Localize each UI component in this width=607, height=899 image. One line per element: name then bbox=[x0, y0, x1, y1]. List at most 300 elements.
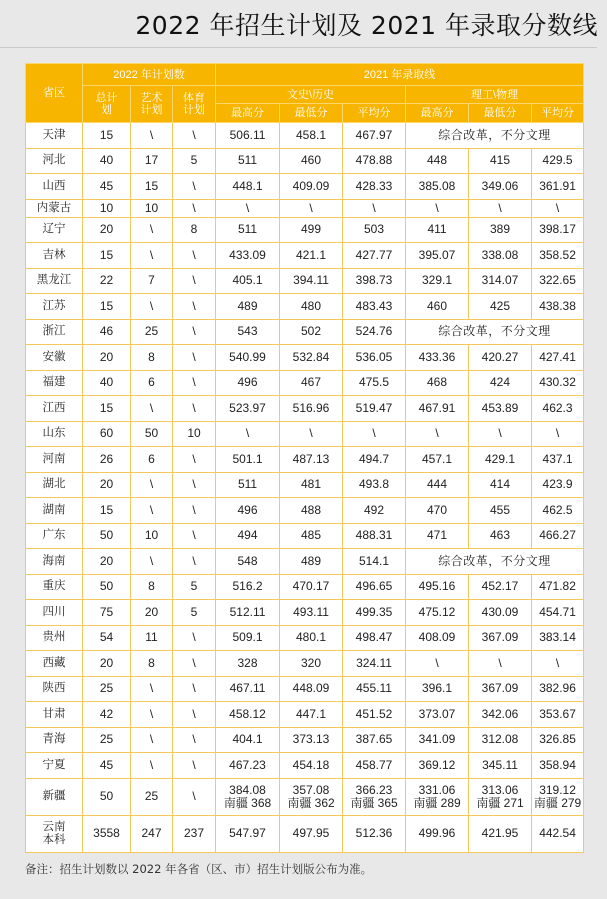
cell-plan-sport: \ bbox=[173, 319, 216, 345]
cell-liberal-avg: 499.35 bbox=[343, 600, 406, 626]
cell-plan-sport: \ bbox=[173, 498, 216, 524]
cell-province: 西藏 bbox=[26, 651, 83, 677]
table-row bbox=[26, 549, 584, 575]
cell-science-max: 499.96 bbox=[406, 815, 469, 852]
cell-science-min: 414 bbox=[469, 472, 532, 498]
cell-science-min: 367.09 bbox=[469, 625, 532, 651]
cell-plan-total: 20 bbox=[83, 345, 131, 371]
table-row bbox=[26, 396, 584, 422]
cell-liberal-min: \ bbox=[280, 199, 343, 217]
cell-liberal-max: 511 bbox=[216, 148, 280, 174]
cell-liberal-min: 516.96 bbox=[280, 396, 343, 422]
cell-science-max: 329.1 bbox=[406, 268, 469, 294]
cell-liberal-min: 357.08 南疆 362 bbox=[280, 778, 343, 815]
cell-science-max: 331.06 南疆 289 bbox=[406, 778, 469, 815]
cell-liberal-avg: 496.65 bbox=[343, 574, 406, 600]
cell-science-min: 429.1 bbox=[469, 447, 532, 473]
cell-science-avg: 442.54 bbox=[532, 815, 584, 852]
cell-plan-art: 15 bbox=[131, 174, 173, 200]
cell-plan-total: 20 bbox=[83, 549, 131, 575]
cell-plan-art: 10 bbox=[131, 199, 173, 217]
cell-plan-total: 26 bbox=[83, 447, 131, 473]
cell-plan-sport: \ bbox=[173, 472, 216, 498]
cell-province: 湖南 bbox=[26, 498, 83, 524]
admission-table bbox=[25, 63, 584, 853]
cell-science-min: 349.06 bbox=[469, 174, 532, 200]
header-science-min: 最低分 bbox=[469, 104, 532, 123]
cell-province: 新疆 bbox=[26, 778, 83, 815]
cell-province: 广东 bbox=[26, 523, 83, 549]
cell-science-max: 341.09 bbox=[406, 727, 469, 753]
cell-plan-total: 25 bbox=[83, 676, 131, 702]
cell-plan-sport: \ bbox=[173, 268, 216, 294]
cell-science-min: 314.07 bbox=[469, 268, 532, 294]
table-row bbox=[26, 319, 584, 345]
cell-liberal-avg: 512.36 bbox=[343, 815, 406, 852]
table-row bbox=[26, 243, 584, 269]
cell-plan-art: 8 bbox=[131, 345, 173, 371]
cell-province: 内蒙古 bbox=[26, 199, 83, 217]
cell-science-min: 425 bbox=[469, 294, 532, 320]
cell-science-avg: 423.9 bbox=[532, 472, 584, 498]
cell-liberal-avg: 387.65 bbox=[343, 727, 406, 753]
cell-province: 黑龙江 bbox=[26, 268, 83, 294]
cell-province: 宁夏 bbox=[26, 753, 83, 779]
cell-liberal-min: 497.95 bbox=[280, 815, 343, 852]
cell-liberal-max: 405.1 bbox=[216, 268, 280, 294]
cell-plan-total: 42 bbox=[83, 702, 131, 728]
header-science: 理工\物理 bbox=[406, 86, 584, 104]
header-science-max: 最高分 bbox=[406, 104, 469, 123]
cell-plan-sport: \ bbox=[173, 370, 216, 396]
cell-science-avg: 382.96 bbox=[532, 676, 584, 702]
table-row bbox=[26, 217, 584, 243]
cell-liberal-min: 480.1 bbox=[280, 625, 343, 651]
cell-liberal-avg: 451.52 bbox=[343, 702, 406, 728]
table-row bbox=[26, 370, 584, 396]
cell-liberal-min: 485 bbox=[280, 523, 343, 549]
header-liberal-min: 最低分 bbox=[280, 104, 343, 123]
cell-science-avg: 383.14 bbox=[532, 625, 584, 651]
cell-liberal-avg: 498.47 bbox=[343, 625, 406, 651]
cell-science-max: 460 bbox=[406, 294, 469, 320]
cell-plan-art: \ bbox=[131, 294, 173, 320]
cell-liberal-avg: 458.77 bbox=[343, 753, 406, 779]
cell-liberal-max: 404.1 bbox=[216, 727, 280, 753]
cell-science-min: 338.08 bbox=[469, 243, 532, 269]
cell-liberal-avg: 475.5 bbox=[343, 370, 406, 396]
cell-liberal-max: 433.09 bbox=[216, 243, 280, 269]
cell-science-min: \ bbox=[469, 199, 532, 217]
cell-plan-sport: \ bbox=[173, 778, 216, 815]
cell-plan-total: 50 bbox=[83, 523, 131, 549]
cell-liberal-avg: 467.97 bbox=[343, 123, 406, 149]
cell-merged-note: 综合改革，不分文理 bbox=[406, 123, 584, 149]
cell-province: 河南 bbox=[26, 447, 83, 473]
cell-science-avg: 454.71 bbox=[532, 600, 584, 626]
cell-science-min: \ bbox=[469, 651, 532, 677]
cell-liberal-min: 480 bbox=[280, 294, 343, 320]
cell-liberal-max: 548 bbox=[216, 549, 280, 575]
cell-liberal-max: 501.1 bbox=[216, 447, 280, 473]
cell-plan-sport: \ bbox=[173, 243, 216, 269]
cell-science-min: 415 bbox=[469, 148, 532, 174]
header-plan-art: 艺术 计划 bbox=[131, 86, 173, 123]
table-row bbox=[26, 676, 584, 702]
cell-liberal-min: 499 bbox=[280, 217, 343, 243]
cell-liberal-min: 394.11 bbox=[280, 268, 343, 294]
cell-liberal-avg: 398.73 bbox=[343, 268, 406, 294]
cell-plan-art: \ bbox=[131, 498, 173, 524]
table-row bbox=[26, 625, 584, 651]
cell-plan-total: 25 bbox=[83, 727, 131, 753]
cell-liberal-avg: 519.47 bbox=[343, 396, 406, 422]
cell-plan-sport: 5 bbox=[173, 600, 216, 626]
cell-liberal-avg: 483.43 bbox=[343, 294, 406, 320]
cell-province: 青海 bbox=[26, 727, 83, 753]
cell-science-max: 369.12 bbox=[406, 753, 469, 779]
cell-province: 重庆 bbox=[26, 574, 83, 600]
cell-liberal-avg: \ bbox=[343, 199, 406, 217]
cell-plan-art: \ bbox=[131, 676, 173, 702]
cell-liberal-min: 470.17 bbox=[280, 574, 343, 600]
cell-plan-sport: 5 bbox=[173, 148, 216, 174]
cell-science-max: 467.91 bbox=[406, 396, 469, 422]
header-plan-group: 2022 年计划数 bbox=[83, 64, 216, 86]
cell-plan-sport: \ bbox=[173, 396, 216, 422]
cell-science-max: 396.1 bbox=[406, 676, 469, 702]
cell-liberal-avg: 366.23 南疆 365 bbox=[343, 778, 406, 815]
cell-science-max: 468 bbox=[406, 370, 469, 396]
cell-science-min: 313.06 南疆 271 bbox=[469, 778, 532, 815]
cell-science-avg: 462.3 bbox=[532, 396, 584, 422]
cell-liberal-min: 493.11 bbox=[280, 600, 343, 626]
cell-plan-art: 6 bbox=[131, 370, 173, 396]
header-science-avg: 平均分 bbox=[532, 104, 584, 123]
title-divider bbox=[0, 47, 597, 48]
cell-province: 辽宁 bbox=[26, 217, 83, 243]
table-row bbox=[26, 727, 584, 753]
table-row bbox=[26, 447, 584, 473]
cell-plan-sport: 237 bbox=[173, 815, 216, 852]
cell-science-min: 420.27 bbox=[469, 345, 532, 371]
cell-liberal-max: 448.1 bbox=[216, 174, 280, 200]
cell-science-min: 463 bbox=[469, 523, 532, 549]
cell-plan-total: 15 bbox=[83, 498, 131, 524]
cell-liberal-min: 454.18 bbox=[280, 753, 343, 779]
cell-liberal-max: 494 bbox=[216, 523, 280, 549]
cell-liberal-max: 512.11 bbox=[216, 600, 280, 626]
table-row-yunnan bbox=[26, 815, 584, 852]
cell-science-min: \ bbox=[469, 421, 532, 447]
cell-province: 海南 bbox=[26, 549, 83, 575]
table-row bbox=[26, 702, 584, 728]
cell-science-min: 453.89 bbox=[469, 396, 532, 422]
cell-liberal-min: 460 bbox=[280, 148, 343, 174]
cell-liberal-min: 488 bbox=[280, 498, 343, 524]
cell-science-max: 457.1 bbox=[406, 447, 469, 473]
cell-science-max: 495.16 bbox=[406, 574, 469, 600]
cell-liberal-max: 540.99 bbox=[216, 345, 280, 371]
cell-science-avg: 471.82 bbox=[532, 574, 584, 600]
cell-science-max: 411 bbox=[406, 217, 469, 243]
cell-plan-sport: \ bbox=[173, 523, 216, 549]
cell-province: 云南 本科 bbox=[26, 815, 83, 852]
cell-plan-art: \ bbox=[131, 549, 173, 575]
cell-science-avg: 398.17 bbox=[532, 217, 584, 243]
cell-science-avg: 326.85 bbox=[532, 727, 584, 753]
cell-plan-art: 50 bbox=[131, 421, 173, 447]
cell-science-avg: 427.41 bbox=[532, 345, 584, 371]
cell-liberal-min: 447.1 bbox=[280, 702, 343, 728]
cell-plan-art: 25 bbox=[131, 778, 173, 815]
cell-liberal-min: 487.13 bbox=[280, 447, 343, 473]
cell-science-avg: 430.32 bbox=[532, 370, 584, 396]
header-liberal-max: 最高分 bbox=[216, 104, 280, 123]
cell-liberal-max: 458.12 bbox=[216, 702, 280, 728]
cell-plan-art: \ bbox=[131, 123, 173, 149]
cell-liberal-min: 458.1 bbox=[280, 123, 343, 149]
cell-plan-total: 45 bbox=[83, 174, 131, 200]
cell-science-avg: 429.5 bbox=[532, 148, 584, 174]
cell-plan-sport: \ bbox=[173, 447, 216, 473]
cell-liberal-avg: \ bbox=[343, 421, 406, 447]
cell-liberal-avg: 492 bbox=[343, 498, 406, 524]
cell-science-avg: 319.12 南疆 279 bbox=[532, 778, 584, 815]
cell-plan-total: 22 bbox=[83, 268, 131, 294]
table-row bbox=[26, 523, 584, 549]
cell-province: 浙江 bbox=[26, 319, 83, 345]
cell-plan-art: 6 bbox=[131, 447, 173, 473]
table-row bbox=[26, 123, 584, 149]
cell-liberal-min: 489 bbox=[280, 549, 343, 575]
cell-plan-art: \ bbox=[131, 472, 173, 498]
cell-plan-total: 20 bbox=[83, 217, 131, 243]
table-row bbox=[26, 199, 584, 217]
cell-science-min: 367.09 bbox=[469, 676, 532, 702]
cell-science-max: 385.08 bbox=[406, 174, 469, 200]
cell-plan-sport: \ bbox=[173, 199, 216, 217]
cell-plan-total: 40 bbox=[83, 148, 131, 174]
cell-liberal-min: 421.1 bbox=[280, 243, 343, 269]
cell-liberal-max: 384.08 南疆 368 bbox=[216, 778, 280, 815]
cell-plan-total: 45 bbox=[83, 753, 131, 779]
header-score-group: 2021 年录取线 bbox=[216, 64, 584, 86]
cell-science-avg: 322.65 bbox=[532, 268, 584, 294]
cell-province: 甘肃 bbox=[26, 702, 83, 728]
cell-liberal-max: 328 bbox=[216, 651, 280, 677]
cell-liberal-max: 543 bbox=[216, 319, 280, 345]
cell-science-avg: \ bbox=[532, 651, 584, 677]
table-row bbox=[26, 294, 584, 320]
cell-merged-note: 综合改革，不分文理 bbox=[406, 549, 584, 575]
cell-plan-art: \ bbox=[131, 243, 173, 269]
cell-science-min: 389 bbox=[469, 217, 532, 243]
cell-province: 山西 bbox=[26, 174, 83, 200]
cell-plan-total: 50 bbox=[83, 574, 131, 600]
cell-province: 贵州 bbox=[26, 625, 83, 651]
cell-science-max: 470 bbox=[406, 498, 469, 524]
cell-plan-art: \ bbox=[131, 727, 173, 753]
cell-plan-art: \ bbox=[131, 217, 173, 243]
cell-plan-sport: \ bbox=[173, 676, 216, 702]
table-row bbox=[26, 268, 584, 294]
cell-science-max: 433.36 bbox=[406, 345, 469, 371]
cell-plan-total: 20 bbox=[83, 651, 131, 677]
cell-plan-sport: \ bbox=[173, 549, 216, 575]
cell-liberal-max: 511 bbox=[216, 472, 280, 498]
cell-liberal-avg: 536.05 bbox=[343, 345, 406, 371]
cell-plan-sport: \ bbox=[173, 702, 216, 728]
cell-science-avg: 358.52 bbox=[532, 243, 584, 269]
cell-liberal-avg: 524.76 bbox=[343, 319, 406, 345]
cell-liberal-avg: 427.77 bbox=[343, 243, 406, 269]
cell-science-max: 475.12 bbox=[406, 600, 469, 626]
cell-science-max: 471 bbox=[406, 523, 469, 549]
cell-plan-total: 10 bbox=[83, 199, 131, 217]
cell-plan-total: 46 bbox=[83, 319, 131, 345]
cell-liberal-max: 496 bbox=[216, 370, 280, 396]
cell-plan-total: 3558 bbox=[83, 815, 131, 852]
table-row bbox=[26, 574, 584, 600]
cell-province: 河北 bbox=[26, 148, 83, 174]
cell-plan-sport: \ bbox=[173, 174, 216, 200]
cell-liberal-avg: 478.88 bbox=[343, 148, 406, 174]
cell-plan-art: \ bbox=[131, 753, 173, 779]
cell-liberal-max: 511 bbox=[216, 217, 280, 243]
cell-plan-art: 20 bbox=[131, 600, 173, 626]
cell-plan-art: 17 bbox=[131, 148, 173, 174]
cell-plan-art: \ bbox=[131, 702, 173, 728]
cell-liberal-avg: 503 bbox=[343, 217, 406, 243]
footnote: 备注：招生计划数以 2022 年各省（区、市）招生计划版公布为准。 bbox=[25, 862, 373, 876]
cell-science-max: 444 bbox=[406, 472, 469, 498]
cell-liberal-avg: 494.7 bbox=[343, 447, 406, 473]
cell-science-max: \ bbox=[406, 199, 469, 217]
cell-liberal-min: 409.09 bbox=[280, 174, 343, 200]
cell-plan-total: 40 bbox=[83, 370, 131, 396]
cell-science-max: \ bbox=[406, 651, 469, 677]
cell-plan-art: 7 bbox=[131, 268, 173, 294]
cell-liberal-max: \ bbox=[216, 421, 280, 447]
table-row bbox=[26, 345, 584, 371]
cell-science-min: 452.17 bbox=[469, 574, 532, 600]
cell-plan-total: 50 bbox=[83, 778, 131, 815]
cell-province: 山东 bbox=[26, 421, 83, 447]
cell-liberal-max: 523.97 bbox=[216, 396, 280, 422]
cell-science-min: 345.11 bbox=[469, 753, 532, 779]
cell-plan-sport: \ bbox=[173, 651, 216, 677]
table-row bbox=[26, 472, 584, 498]
cell-science-max: 373.07 bbox=[406, 702, 469, 728]
cell-science-avg: 361.91 bbox=[532, 174, 584, 200]
cell-plan-total: 15 bbox=[83, 243, 131, 269]
cell-science-max: 448 bbox=[406, 148, 469, 174]
cell-liberal-avg: 428.33 bbox=[343, 174, 406, 200]
cell-science-max: \ bbox=[406, 421, 469, 447]
cell-science-avg: \ bbox=[532, 199, 584, 217]
cell-plan-total: 15 bbox=[83, 123, 131, 149]
cell-plan-sport: \ bbox=[173, 625, 216, 651]
cell-plan-sport: \ bbox=[173, 345, 216, 371]
table-row bbox=[26, 421, 584, 447]
cell-plan-sport: \ bbox=[173, 123, 216, 149]
cell-science-avg: \ bbox=[532, 421, 584, 447]
cell-liberal-avg: 324.11 bbox=[343, 651, 406, 677]
cell-plan-art: 11 bbox=[131, 625, 173, 651]
cell-liberal-min: 502 bbox=[280, 319, 343, 345]
cell-province: 江苏 bbox=[26, 294, 83, 320]
cell-liberal-min: \ bbox=[280, 421, 343, 447]
cell-plan-art: 8 bbox=[131, 651, 173, 677]
cell-province: 吉林 bbox=[26, 243, 83, 269]
header-liberal-avg: 平均分 bbox=[343, 104, 406, 123]
cell-science-min: 312.08 bbox=[469, 727, 532, 753]
cell-province: 安徽 bbox=[26, 345, 83, 371]
cell-province: 四川 bbox=[26, 600, 83, 626]
cell-plan-total: 54 bbox=[83, 625, 131, 651]
cell-science-max: 408.09 bbox=[406, 625, 469, 651]
table-row bbox=[26, 174, 584, 200]
cell-science-max: 395.07 bbox=[406, 243, 469, 269]
cell-liberal-max: 516.2 bbox=[216, 574, 280, 600]
cell-province: 湖北 bbox=[26, 472, 83, 498]
cell-liberal-avg: 455.11 bbox=[343, 676, 406, 702]
cell-province: 陕西 bbox=[26, 676, 83, 702]
table-row bbox=[26, 498, 584, 524]
cell-science-min: 421.95 bbox=[469, 815, 532, 852]
cell-science-avg: 438.38 bbox=[532, 294, 584, 320]
cell-plan-sport: 5 bbox=[173, 574, 216, 600]
cell-liberal-min: 532.84 bbox=[280, 345, 343, 371]
cell-plan-sport: 10 bbox=[173, 421, 216, 447]
cell-province: 天津 bbox=[26, 123, 83, 149]
header-plan-total: 总计 划 bbox=[83, 86, 131, 123]
cell-province: 福建 bbox=[26, 370, 83, 396]
cell-plan-sport: \ bbox=[173, 727, 216, 753]
page-title: 2022 年招生计划及 2021 年录取分数线 bbox=[135, 11, 598, 40]
table-row bbox=[26, 651, 584, 677]
cell-science-min: 424 bbox=[469, 370, 532, 396]
cell-science-avg: 462.5 bbox=[532, 498, 584, 524]
cell-science-avg: 358.94 bbox=[532, 753, 584, 779]
cell-liberal-min: 373.13 bbox=[280, 727, 343, 753]
header-liberal: 文史\历史 bbox=[216, 86, 406, 104]
cell-province: 江西 bbox=[26, 396, 83, 422]
cell-liberal-max: \ bbox=[216, 199, 280, 217]
cell-liberal-min: 481 bbox=[280, 472, 343, 498]
cell-plan-total: 60 bbox=[83, 421, 131, 447]
table-row bbox=[26, 753, 584, 779]
cell-liberal-max: 547.97 bbox=[216, 815, 280, 852]
cell-liberal-max: 506.11 bbox=[216, 123, 280, 149]
header-plan-sport: 体育 计划 bbox=[173, 86, 216, 123]
cell-liberal-max: 496 bbox=[216, 498, 280, 524]
header-province: 省区 bbox=[26, 64, 83, 123]
table-row bbox=[26, 148, 584, 174]
cell-plan-sport: 8 bbox=[173, 217, 216, 243]
table-row-xinjiang bbox=[26, 778, 584, 815]
cell-liberal-avg: 493.8 bbox=[343, 472, 406, 498]
cell-science-min: 430.09 bbox=[469, 600, 532, 626]
cell-science-avg: 437.1 bbox=[532, 447, 584, 473]
cell-plan-total: 15 bbox=[83, 294, 131, 320]
cell-plan-total: 15 bbox=[83, 396, 131, 422]
cell-liberal-max: 467.11 bbox=[216, 676, 280, 702]
cell-merged-note: 综合改革，不分文理 bbox=[406, 319, 584, 345]
cell-science-min: 342.06 bbox=[469, 702, 532, 728]
cell-plan-art: 25 bbox=[131, 319, 173, 345]
